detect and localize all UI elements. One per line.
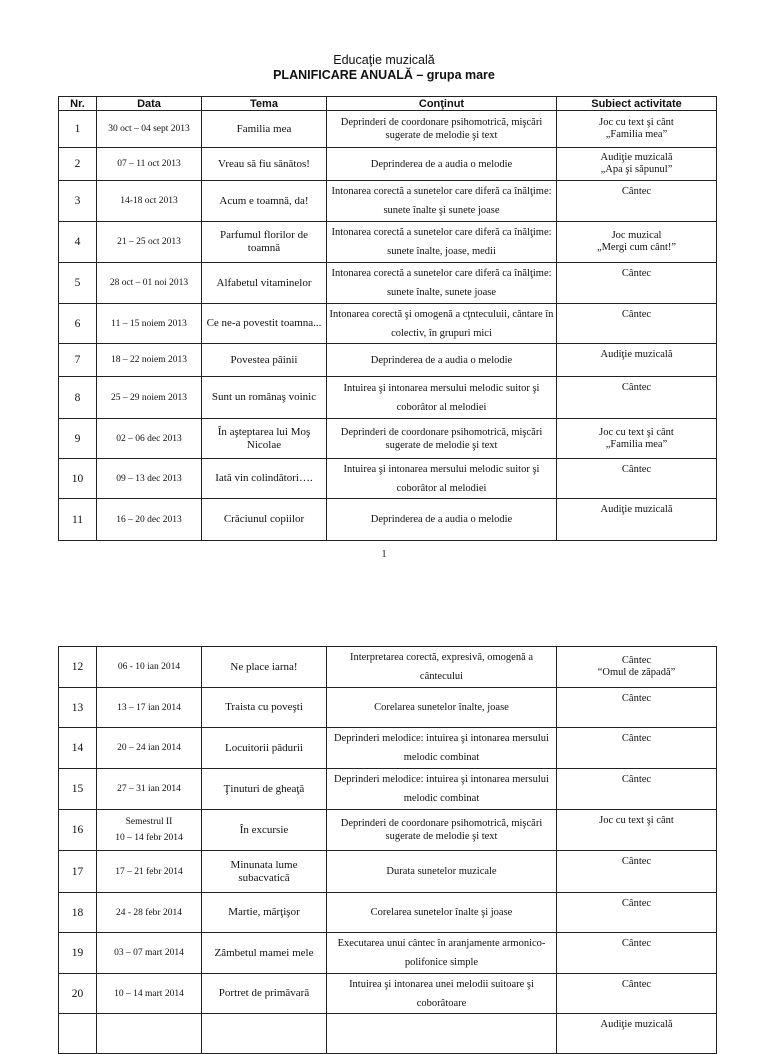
table-row: [59, 647, 717, 688]
table-row: [59, 688, 717, 728]
cell-subiect: [557, 933, 717, 974]
cell-nr: 16: [59, 810, 97, 851]
document-subtitle: PLANIFICARE ANUALĂ – grupa mare: [273, 68, 495, 82]
cell-nr: 3: [59, 181, 97, 222]
table-row: [59, 728, 717, 769]
subject-line: Joc muzical: [611, 230, 662, 241]
cell-date: [97, 810, 202, 851]
cell-nr: 12: [59, 647, 97, 688]
cell-date: 20 – 24 ian 2014: [97, 728, 202, 769]
cell-tema: Locuitorii pădurii: [202, 728, 327, 769]
cell-nr: 13: [59, 688, 97, 728]
cell-date: 16 – 20 dec 2013: [97, 499, 202, 541]
table-row: [59, 344, 717, 377]
cell-tema: Familia mea: [202, 111, 327, 148]
subject-line: „Mergi cum cânt!”: [596, 242, 677, 253]
table-row: [59, 974, 717, 1014]
cell-subiect: [557, 851, 717, 893]
cell-tema: Minunata lume subacvatică: [202, 851, 327, 893]
table-row: [59, 263, 717, 304]
subject-line: Cântec: [621, 382, 652, 393]
subject-line: “Omul de zăpadă”: [597, 667, 676, 678]
cell-date: 11 – 15 noiem 2013: [97, 304, 202, 344]
cell-date: 18 – 22 noiem 2013: [97, 344, 202, 377]
table-row: [59, 377, 717, 419]
cell-nr: 5: [59, 263, 97, 304]
subject-line: Cântec: [621, 979, 652, 990]
table-header-row: [59, 97, 717, 111]
cell-continut: Intonarea corectă a sunetelor care diferă ca înălţime: sunete înalte, sunete joase: [327, 263, 557, 304]
cell-tema: [202, 1014, 327, 1054]
cell-subiect: [557, 974, 717, 1014]
cell-tema: Zâmbetul mamei mele: [202, 933, 327, 974]
header-nr: Nr.: [59, 97, 97, 111]
subject-line: Cântec: [621, 655, 652, 666]
subject-line: Joc cu text şi cânt: [599, 815, 674, 826]
cell-date: 10 – 14 mart 2014: [97, 974, 202, 1014]
cell-date: 27 – 31 ian 2014: [97, 769, 202, 810]
cell-subiect: [557, 263, 717, 304]
table-row: [59, 111, 717, 148]
subject-line: Cântec: [621, 898, 652, 909]
semester-note: Semestrul II: [125, 817, 173, 827]
cell-continut: Intonarea corectă şi omogenă a cţnteculuii, cântare în colectiv, în grupuri mici: [327, 304, 557, 344]
cell-nr: 6: [59, 304, 97, 344]
cell-tema: Traista cu poveşti: [202, 688, 327, 728]
cell-date: 09 – 13 dec 2013: [97, 459, 202, 499]
cell-continut: Intonarea corectă a sunetelor care diferă ca înălţime: sunete înalte şi sunete joase: [327, 181, 557, 222]
cell-date: 06 - 10 ian 2014: [97, 647, 202, 688]
cell-tema: Iată vin colindători….: [202, 459, 327, 499]
cell-tema: Sunt un românaş voinic: [202, 377, 327, 419]
cell-nr: 8: [59, 377, 97, 419]
table-row: [59, 181, 717, 222]
cell-date: [97, 1014, 202, 1054]
cell-tema: În excursie: [202, 810, 327, 851]
cell-subiect: [557, 688, 717, 728]
cell-date: 02 – 06 dec 2013: [97, 419, 202, 459]
subject-line: Cântec: [621, 268, 652, 279]
table-row: [59, 304, 717, 344]
cell-date: 03 – 07 mart 2014: [97, 933, 202, 974]
cell-subiect: [557, 459, 717, 499]
page-number: 1: [381, 549, 387, 560]
subject-line: Cântec: [621, 733, 652, 744]
cell-nr: 20: [59, 974, 97, 1014]
cell-tema: Alfabetul vitaminelor: [202, 263, 327, 304]
table-row: [59, 769, 717, 810]
cell-subiect: [557, 148, 717, 181]
cell-nr: 19: [59, 933, 97, 974]
cell-subiect: [557, 419, 717, 459]
subject-line: „Familia mea”: [605, 438, 668, 450]
cell-nr: 11: [59, 499, 97, 541]
cell-subiect: [557, 181, 717, 222]
subject-line: Audiţie muzicală: [600, 349, 673, 360]
cell-date: 24 - 28 febr 2014: [97, 893, 202, 933]
cell-continut: Durata sunetelor muzicale: [327, 851, 557, 893]
header-data: Data: [97, 97, 202, 111]
subject-line: Joc cu text şi cânt: [599, 426, 674, 438]
cell-subiect: [557, 810, 717, 851]
cell-nr: 2: [59, 148, 97, 181]
planning-table-page-1: [58, 96, 717, 541]
table-row: [59, 810, 717, 851]
subject-line: Joc cu text şi cânt: [599, 117, 674, 128]
cell-date: 21 – 25 oct 2013: [97, 222, 202, 263]
subject-line: Cântec: [621, 309, 652, 320]
cell-continut: Deprinderi melodice: intuirea şi intonarea mersului melodic combinat: [327, 769, 557, 810]
subject-line: Cântec: [621, 774, 652, 785]
cell-continut: Executarea unui cântec în aranjamente armonico-polifonice simple: [327, 933, 557, 974]
cell-subiect: [557, 647, 717, 688]
cell-date: 07 – 11 oct 2013: [97, 148, 202, 181]
cell-continut: Intuirea şi intonarea unei melodii suitoare şi coborâtoare: [327, 974, 557, 1014]
date-text: 10 – 14 febr 2014: [115, 833, 183, 843]
cell-tema: Crăciunul copiilor: [202, 499, 327, 541]
cell-nr: [59, 1014, 97, 1054]
cell-subiect: [557, 377, 717, 419]
table-row: [59, 459, 717, 499]
cell-subiect: [557, 111, 717, 148]
subject-line: Audiţie muzicală: [600, 504, 673, 515]
cell-continut: Intuirea şi intonarea mersului melodic suitor şi coborâtor al melodiei: [327, 459, 557, 499]
cell-continut: Deprinderi de coordonare psihomotrică, mişcări sugerate de melodie şi text: [327, 419, 557, 459]
cell-subiect: [557, 304, 717, 344]
cell-tema: În aşteptarea lui Moş Nicolae: [202, 419, 327, 459]
cell-nr: 9: [59, 419, 97, 459]
cell-nr: 7: [59, 344, 97, 377]
cell-continut: Deprinderea de a audia o melodie: [327, 499, 557, 541]
cell-continut: Intonarea corectă a sunetelor care diferă ca înălţime: sunete înalte, joase, medii: [327, 222, 557, 263]
table-row: [59, 222, 717, 263]
cell-tema: Parfumul florilor de toamnă: [202, 222, 327, 263]
cell-nr: 14: [59, 728, 97, 769]
subject-line: „Familia mea”: [605, 129, 668, 140]
cell-continut: Deprinderi melodice: intuirea şi intonarea mersului melodic combinat: [327, 728, 557, 769]
subject-line: Cântec: [621, 464, 652, 475]
cell-date: 25 – 29 noiem 2013: [97, 377, 202, 419]
cell-subiect: [557, 499, 717, 541]
table-row: [59, 499, 717, 541]
cell-subiect: [557, 1014, 717, 1054]
cell-subiect: [557, 893, 717, 933]
cell-continut: Corelarea sunetelor înalte, joase: [327, 688, 557, 728]
table-row: [59, 893, 717, 933]
cell-nr: 17: [59, 851, 97, 893]
subject-line: Audiţie muzicală: [600, 1019, 673, 1030]
table-row: [59, 148, 717, 181]
subject-line: „Apa şi săpunul”: [600, 164, 673, 175]
cell-subiect: [557, 769, 717, 810]
cell-tema: Ce ne-a povestit toamna...: [202, 304, 327, 344]
cell-date: 17 – 21 febr 2014: [97, 851, 202, 893]
header-tema: Tema: [202, 97, 327, 111]
cell-date: 30 oct – 04 sept 2013: [97, 111, 202, 148]
cell-nr: 4: [59, 222, 97, 263]
subject-line: Cântec: [621, 938, 652, 949]
table-row: [59, 933, 717, 974]
planning-table-page-2: [58, 646, 717, 1054]
cell-continut: Intuirea şi intonarea mersului melodic suitor şi coborâtor al melodiei: [327, 377, 557, 419]
subject-line: Audiţie muzicală: [600, 152, 673, 163]
cell-nr: 1: [59, 111, 97, 148]
header-subiect: Subiect activitate: [557, 97, 717, 111]
cell-continut: Interpretarea corectă, expresivă, omogenă a cântecului: [327, 647, 557, 688]
cell-tema: Ţinuturi de gheaţă: [202, 769, 327, 810]
cell-continut: Deprinderi de coordonare psihomotrică, mişcări sugerate de melodie şi text: [327, 810, 557, 851]
document-title: Educaţie muzicală: [333, 53, 435, 67]
cell-subiect: [557, 344, 717, 377]
table-row: [59, 851, 717, 893]
header-continut: Conţinut: [327, 97, 557, 111]
cell-subiect: [557, 728, 717, 769]
cell-subiect: [557, 222, 717, 263]
cell-tema: Martie, mărţişor: [202, 893, 327, 933]
cell-continut: [327, 1014, 557, 1054]
subject-line: Cântec: [621, 186, 652, 197]
cell-nr: 18: [59, 893, 97, 933]
cell-continut: Deprinderea de a audia o melodie: [327, 148, 557, 181]
subject-line: Cântec: [621, 856, 652, 867]
cell-nr: 15: [59, 769, 97, 810]
cell-continut: Deprinderea de a audia o melodie: [327, 344, 557, 377]
cell-tema: Ne place iarna!: [202, 647, 327, 688]
cell-tema: Povestea pâinii: [202, 344, 327, 377]
cell-nr: 10: [59, 459, 97, 499]
cell-date: 14-18 oct 2013: [97, 181, 202, 222]
subject-line: Cântec: [621, 693, 652, 704]
cell-tema: Vreau să fiu sănătos!: [202, 148, 327, 181]
cell-date: 13 – 17 ian 2014: [97, 688, 202, 728]
cell-continut: Corelarea sunetelor înalte şi joase: [327, 893, 557, 933]
table-row: [59, 419, 717, 459]
cell-continut: Deprinderi de coordonare psihomotrică, mişcări sugerate de melodie şi text: [327, 111, 557, 148]
cell-date: 28 oct – 01 noi 2013: [97, 263, 202, 304]
cell-tema: Acum e toamnă, da!: [202, 181, 327, 222]
table-row: [59, 1014, 717, 1054]
cell-tema: Portret de primăvară: [202, 974, 327, 1014]
